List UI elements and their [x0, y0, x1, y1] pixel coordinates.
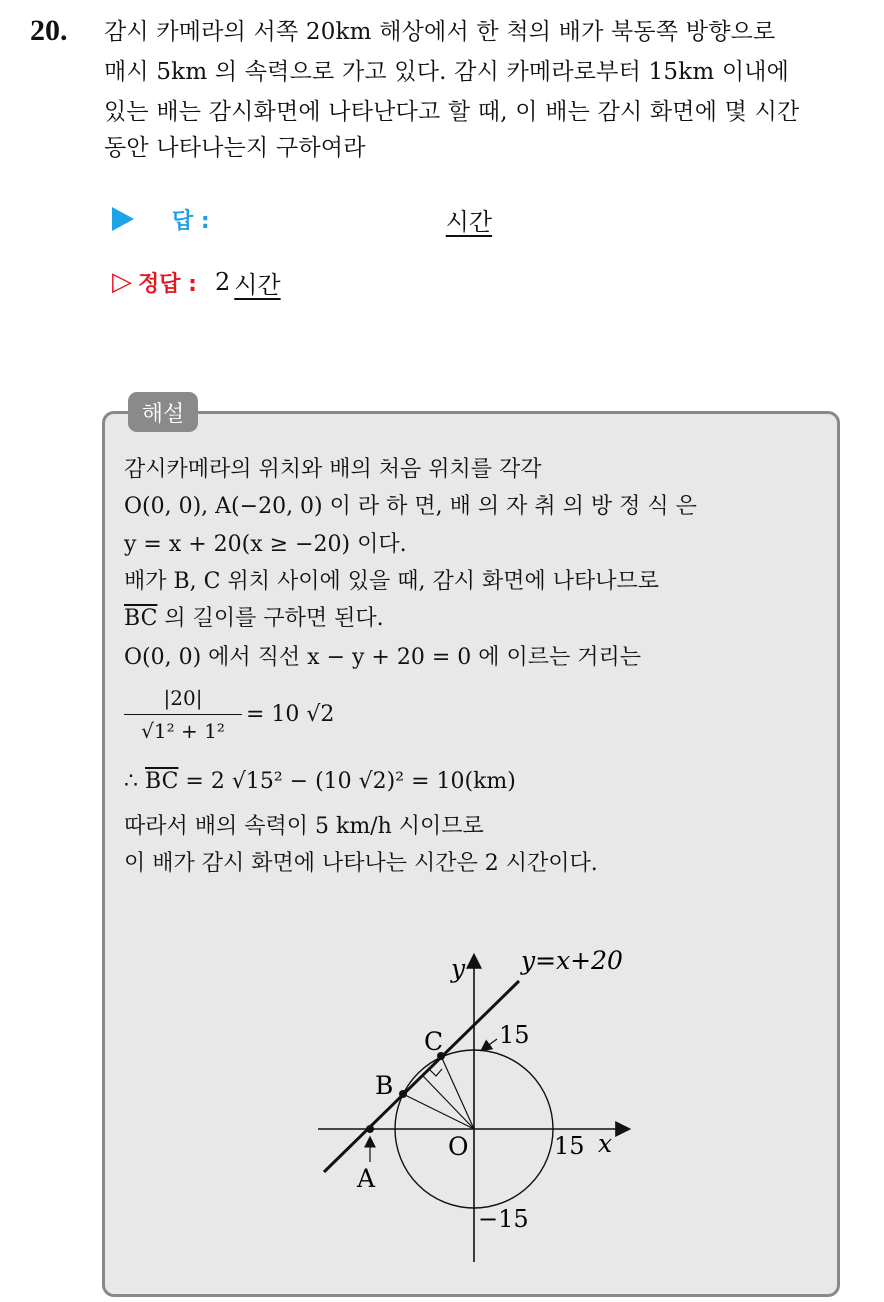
solution-line-1: 감시카메라의 위치와 배의 처음 위치를 각각: [124, 457, 542, 482]
point-b-label: B: [375, 1071, 394, 1100]
segment-bc-2: $\overline{BC}$: [145, 769, 179, 794]
segment-ob: [403, 1094, 474, 1129]
solution-line-3: y = x + 20(x ≥ −20) 이다.: [124, 532, 407, 557]
solution-line-6: O(0, 0) 에서 직선 x − y + 20 = 0 에 이르는 거리는: [124, 645, 642, 670]
segment-bc: $\overline{BC}$: [124, 606, 158, 631]
question-line-4: 동안 나타나는지 구하여라: [104, 135, 366, 161]
solution-line-4: 배가 B, C 위치 사이에 있을 때, 감시 화면에 나타나므로: [124, 569, 659, 594]
correct-answer-unit: 시간: [234, 270, 281, 299]
path-line: [324, 981, 519, 1172]
solution-line-2: O(0, 0), A(−20, 0) 이 라 하 면, 배 의 자 취 의 방 정 식 은: [124, 494, 697, 519]
question-number: 20.: [30, 14, 68, 47]
correct-answer-label: 정답 :: [138, 271, 197, 297]
x-axis-label: x: [598, 1129, 613, 1158]
solution-line-10: 이 배가 감시 화면에 나타나는 시간은 2 시간이다.: [124, 851, 598, 876]
tick-bottom-label: −15: [478, 1205, 529, 1233]
line-label: y=x+20: [521, 946, 623, 975]
question-line-3: 있는 배는 감시화면에 나타난다고 할 때, 이 배는 감시 화면에 몇 시간: [104, 99, 800, 125]
tick-right-label: 15: [554, 1132, 585, 1160]
point-c-label: C: [424, 1027, 444, 1056]
fraction-numerator: |20|: [124, 686, 242, 715]
solution-tag: 해설: [128, 392, 198, 432]
y-axis-label: y: [451, 954, 466, 983]
fraction-denominator: √1² + 1²: [141, 719, 225, 743]
point-b-dot: [399, 1090, 407, 1098]
therefore-symbol: ∴: [124, 769, 138, 794]
point-a-label: A: [357, 1164, 376, 1193]
question-line-1: 감시 카메라의 서쪽 20km 해상에서 한 척의 배가 북동쪽 방향으로: [104, 19, 776, 45]
segment-oc: [441, 1056, 474, 1129]
radius-arrow: [482, 1039, 497, 1050]
correct-answer-value: 2: [214, 268, 231, 296]
origin-label: O: [448, 1132, 469, 1161]
fraction-result: = 10 √2: [246, 702, 335, 727]
solution-line-9: 따라서 배의 속력이 5 km/h 시이므로: [124, 814, 484, 839]
perpendicular-line: [423, 1076, 474, 1129]
point-a-dot: [366, 1125, 374, 1133]
tick-top-label: 15: [499, 1021, 530, 1049]
answer-label: 답 :: [172, 208, 210, 234]
question-line-2: 매시 5km 의 속력으로 가고 있다. 감시 카메라로부터 15km 이내에: [104, 59, 790, 85]
right-angle-mark: [430, 1069, 442, 1076]
solution-line-8-text: = 2 √15² − (10 √2)² = 10(km): [185, 769, 516, 794]
outline-triangle-icon: ▷: [112, 267, 132, 297]
solution-line-5-text: 의 길이를 구하면 된다.: [164, 606, 384, 631]
answer-input[interactable]: 시간: [445, 207, 493, 236]
